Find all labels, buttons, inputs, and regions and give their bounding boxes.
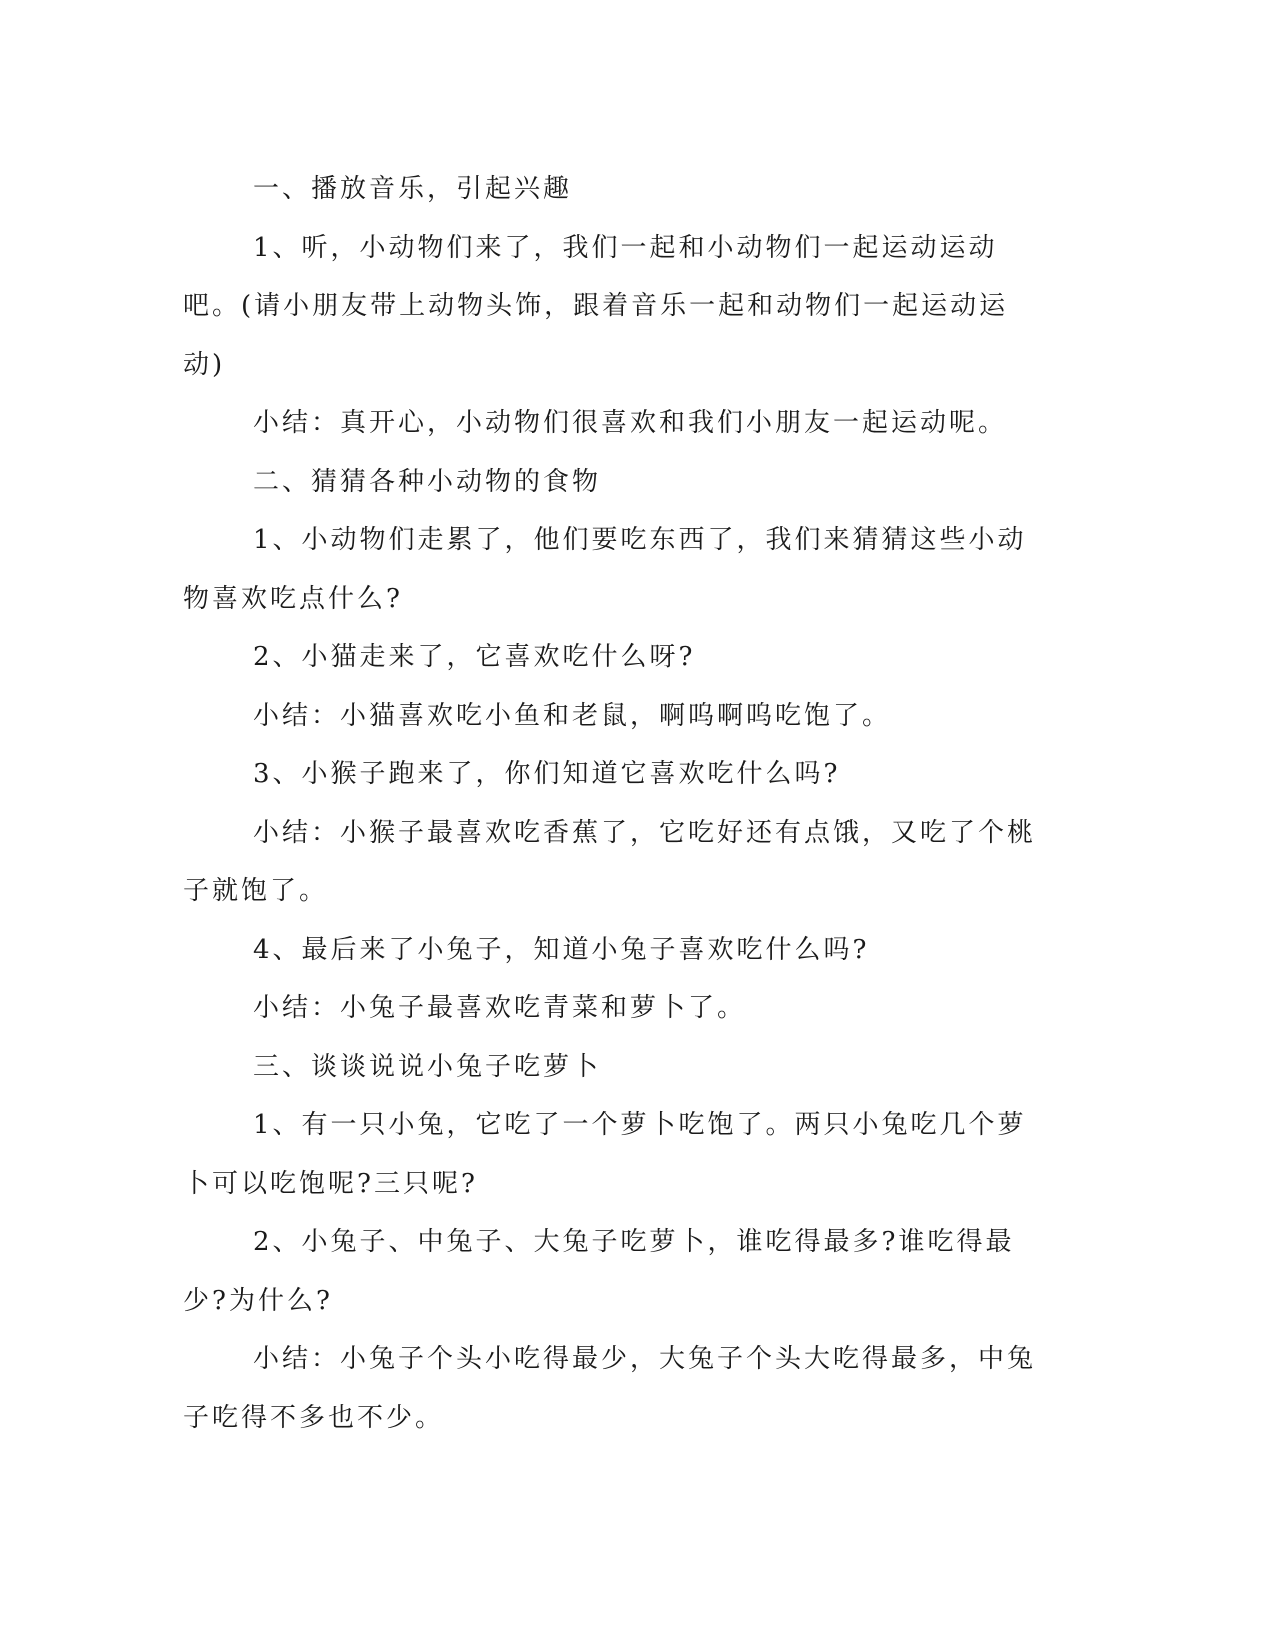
section-heading-2: 二、猜猜各种小动物的食物	[253, 466, 602, 497]
paragraph: 1、听，小动物们来了，我们一起和小动物们一起运动运动吧。(请小朋友带上动物头饰，跟着音乐一起和动物们一起运动运动)	[183, 232, 1009, 380]
summary-paragraph: 小结：真开心，小动物们很喜欢和我们小朋友一起运动呢。	[253, 408, 1008, 438]
paragraph: 2、小猫走来了，它喜欢吃什么呀?	[253, 642, 696, 672]
paragraph: 1、小动物们走累了，他们要吃东西了，我们来猜猜这些小动物喜欢吃点什么?	[183, 525, 1027, 614]
summary-paragraph: 小结：小猫喜欢吃小鱼和老鼠，啊呜啊呜吃饱了。	[253, 700, 892, 731]
section-heading-1: 一、播放音乐，引起兴趣	[253, 174, 573, 204]
document-body	[183, 160, 1043, 1447]
section-heading-3: 三、谈谈说说小兔子吃萝卜	[253, 1051, 602, 1082]
paragraph: 3、小猴子跑来了，你们知道它喜欢吃什么吗?	[253, 759, 841, 789]
summary-paragraph: 小结：小兔子个头小吃得最少，大兔子个头大吃得最多，中兔子吃得不多也不少。	[183, 1344, 1037, 1433]
paragraph: 4、最后来了小兔子，知道小兔子喜欢吃什么吗?	[253, 934, 870, 965]
summary-paragraph: 小结：小兔子最喜欢吃青菜和萝卜了。	[253, 993, 747, 1023]
paragraph: 1、有一只小兔，它吃了一个萝卜吃饱了。两只小兔吃几个萝卜可以吃饱呢?三只呢?	[183, 1110, 1027, 1199]
paragraph: 2、小兔子、中兔子、大兔子吃萝卜，谁吃得最多?谁吃得最少?为什么?	[183, 1227, 1015, 1316]
summary-paragraph: 小结：小猴子最喜欢吃香蕉了，它吃好还有点饿，又吃了个桃子就饱了。	[183, 817, 1037, 906]
